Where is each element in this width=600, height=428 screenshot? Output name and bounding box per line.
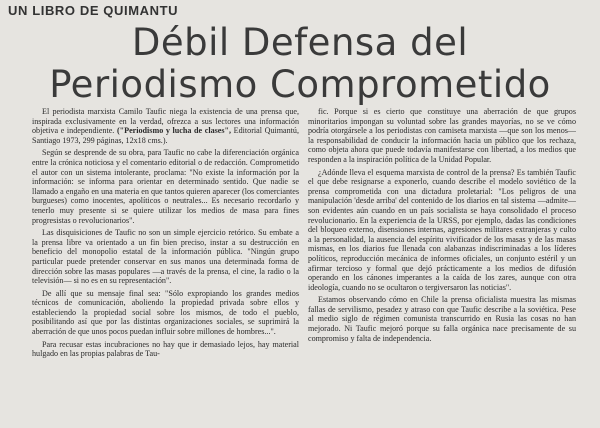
article-column-left: [32, 107, 299, 425]
paragraph: [32, 107, 299, 145]
article-column-right: [308, 107, 576, 425]
paragraph: Para recusar estas incubraciones no hay que ir demasiado lejos, hay material hulgado en las propias palabras de Tau-: [32, 339, 299, 359]
paragraph: Las disquisiciones de Taufic no son un simple ejercicio retórico. Su embate a la prensa libre va orientado a un fin bien preciso, instar a su destrucción en beneficio del monopolio estatal de la información pública. "Ningún grupo particular puede pretender conservar en sus manos una determinada forma de dirección sobre las masas populares —a través de la prensa, el cine, la radio o la televisión— si no es en su representación".: [32, 228, 299, 286]
paragraph: Según se desprende de su obra, para Taufic no cabe la diferenciación orgánica entre la crónica noticiosa y el comentario editorial o de redacción. Comprometido el autor con un sistema intolerante, proclama: "No existe la información por la información: se informa para orientar en determinado sentido. Que nadie se llamado a engaño en una materia en que tantos quieren aparecer (los comerciantes burgueses) como inocentes, apolíticos o neutrales... Es necesario recordarlo y tenerlo muy presente si se quiere utilizar los medios de masa para fines progresistas o revolucionarios".: [32, 148, 299, 225]
paragraph: fic. Porque si es cierto que constituye una aberración de que grupos minoritarios impongan su voluntad sobre las grandes mayorías, no se ve cómo podría otorgársele a los periodistas con camiseta marxista —que son los menos— la responsabilidad de conducir la información hacia un público que los rechaza, como objeta ahora que puede todavía manifestarse con libertad, a los medios que responden a la inspiración política de la Unidad Popular.: [308, 107, 576, 164]
paragraph-text: El periodista marxista Camilo Taufic niega la existencia de una prensa que, inspirada exclusivamente en la verdad, ofrezca a sus lectores una información objetiva e independiente.: [32, 107, 299, 136]
paragraph: Estamos observando cómo en Chile la prensa oficialista muestra las mismas fallas de servilismo, pesadez y atraso con que Taufic describe a la soviética. Pese al medio siglo de régimen comunista transcurrido en Rusia las cosas no han mejorado. Ni Taufic mejoró porque su falla orgánica nace precisamente de su compromiso y falta de independencia.: [308, 295, 576, 343]
paragraph: De allí que su mensaje final sea: "Sólo expropiando los grandes medios técnicos de comunicación, aboliendo la propiedad privada sobre ellos y estableciendo la propiedad social sobre los mismos, de todo el pueblo, posibilitando así que por las distintas organizaciones sociales, se suprimirá la aberración de que unos pocos puedan influir sobre millones de hombres...".: [32, 288, 299, 337]
paragraph: ¿Adónde lleva el esquema marxista de control de la prensa? Es también Taufic el que debe resignarse a exponerlo, cuando describe el modelo soviético de la prensa comprometida con una dictadura proletarial: "Los peligros de una manipulación 'desde arriba' del contenido de los diarios en tal sistema —admite— son evidentes aún cuando en un país socialista se haya consolidado el proceso revolucionario. En la experiencia de la URSS, por ejemplo, dadas las condiciones del bloqueo externo, disensiones internas, agresiones militares extranjeras y culto a la personalidad, la ausencia del espíritu vivificador de los masas y de las masas mismas, en los diarios fue llenada con alabanzas indiscriminadas a los líderes políticos, reproducción mecánica de informes oficiales, un conjunto estéril y un afirmar tercioso y formal que dejó prácticamente a los medios de difusión operando en los cánones imperantes a la caída de los zares, aunque con otra ideología, cuando no se ocultaron o tergiversaron las noticias".: [308, 167, 576, 292]
headline-line-1: Débil Defensa del: [131, 21, 469, 64]
headline-line-2: Periodismo Comprometido: [49, 63, 551, 106]
paragraph-text: Editorial Quimantú, Santiago 1973, 299 páginas, 12x18 cms.).: [32, 126, 299, 145]
section-kicker: UN LIBRO DE QUIMANTU: [8, 3, 179, 18]
book-reference: ("Periodismo y lucha de clases",: [116, 126, 232, 136]
